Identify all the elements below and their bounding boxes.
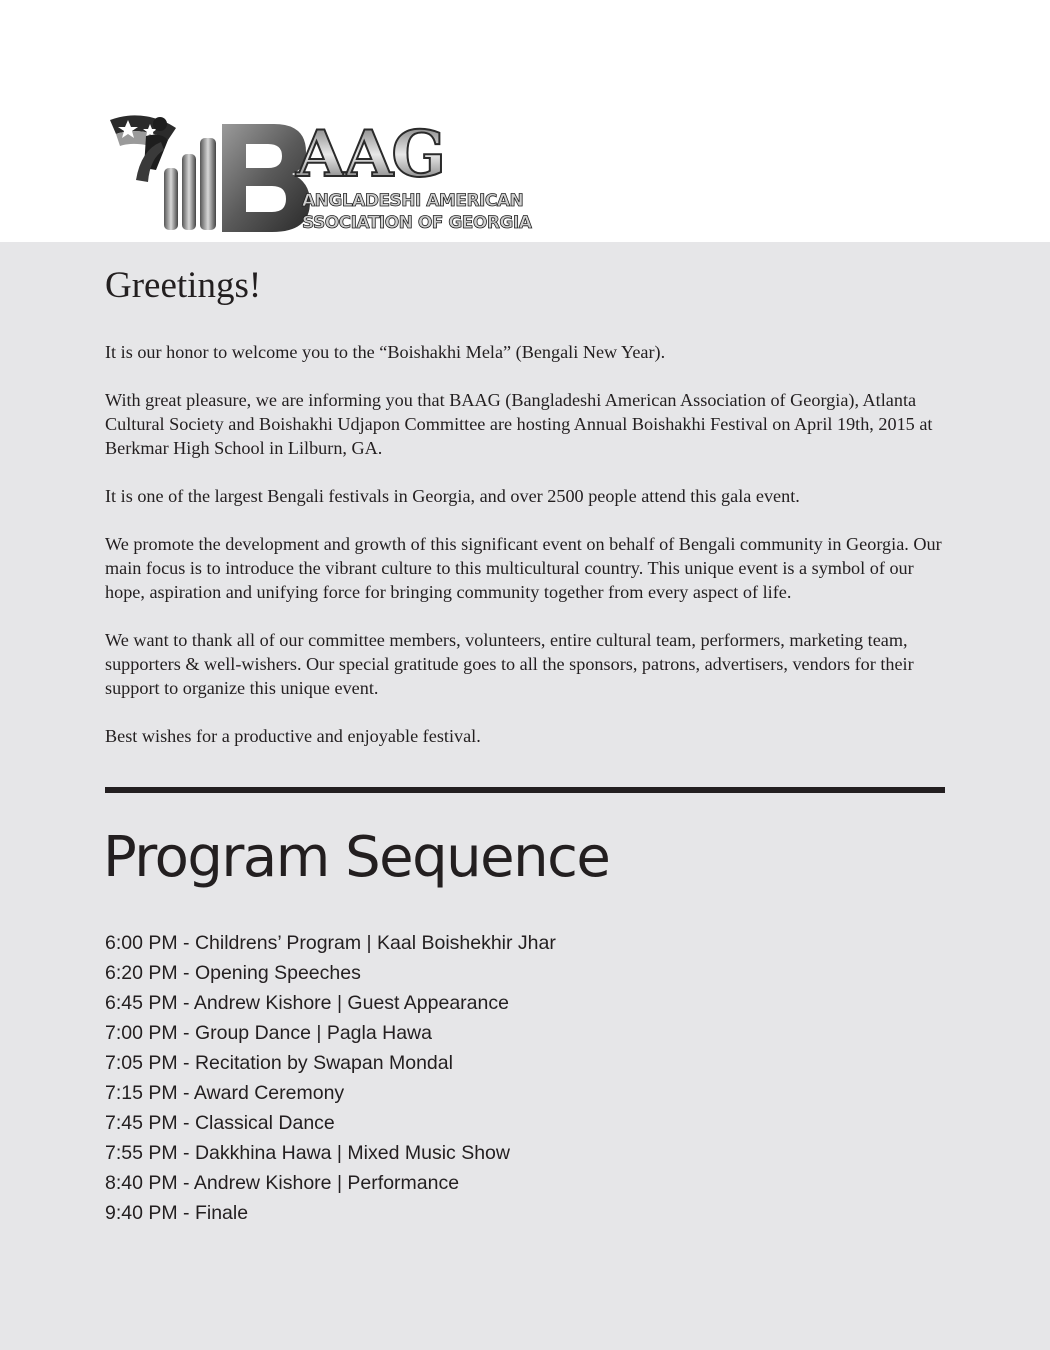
program-item: 6:20 PM - Opening Speeches — [105, 962, 361, 984]
baag-logo-graphic — [106, 110, 566, 238]
logo-letters: AAG — [296, 117, 444, 192]
program-item: 8:40 PM - Andrew Kishore | Performance — [105, 1172, 460, 1194]
program-title: Program Sequence — [103, 825, 610, 890]
program-item: 6:45 PM - Andrew Kishore | Guest Appearance — [105, 992, 509, 1014]
program-item: 7:05 PM - Recitation by Swapan Mondal — [105, 1052, 453, 1074]
letter-paragraph: We want to thank all of our committee members, volunteers, entire cultural team, performers, marketing team, supporters & well-wishers. Our special gratitude goes to all the sponsors, patrons, advertisers, vendors for their support to organize this unique event. — [105, 630, 914, 698]
program-item: 7:15 PM - Award Ceremony — [105, 1082, 345, 1104]
program-item: 7:55 PM - Dakkhina Hawa | Mixed Music Show — [105, 1142, 510, 1164]
program-list — [105, 928, 556, 1228]
program-item: 7:45 PM - Classical Dance — [105, 1112, 335, 1134]
letter-paragraph: With great pleasure, we are informing you that BAAG (Bangladeshi American Association of Georgia), Atlanta Cultural Society and Boishakhi Udjapon Committee are hosting Annual Boishakhi Festival on April 19th, 2015 at Berkmar High School in Lilburn, GA. — [105, 390, 933, 458]
logo-line1: ANGLADESHI AMERICAN — [302, 191, 524, 211]
letter-paragraph: We promote the development and growth of this significant event on behalf of Bengali community in Georgia. Our main focus is to introduce the vibrant culture to this multicultural country. This unique event is a symbol of our hope, aspiration and unifying force for bringing community together from every aspect of life. — [105, 534, 942, 602]
section-divider — [105, 787, 945, 793]
program-item: 7:00 PM - Group Dance | Pagla Hawa — [105, 1022, 432, 1044]
letter-paragraph: It is one of the largest Bengali festivals in Georgia, and over 2500 people attend this gala event. — [105, 486, 800, 506]
baag-logo — [106, 110, 566, 238]
letter-paragraph: Best wishes for a productive and enjoyable festival. — [105, 726, 481, 746]
program-item: 6:00 PM - Childrens’ Program | Kaal Boishekhir Jhar — [105, 932, 556, 954]
welcome-letter — [105, 340, 955, 772]
letter-paragraph: It is our honor to welcome you to the “Boishakhi Mela” (Bengali New Year). — [105, 342, 666, 362]
program-item: 9:40 PM - Finale — [105, 1202, 249, 1224]
greeting-heading: Greetings! — [105, 265, 262, 306]
logo-line2: SSOCIATION OF GEORGIA — [302, 213, 532, 233]
